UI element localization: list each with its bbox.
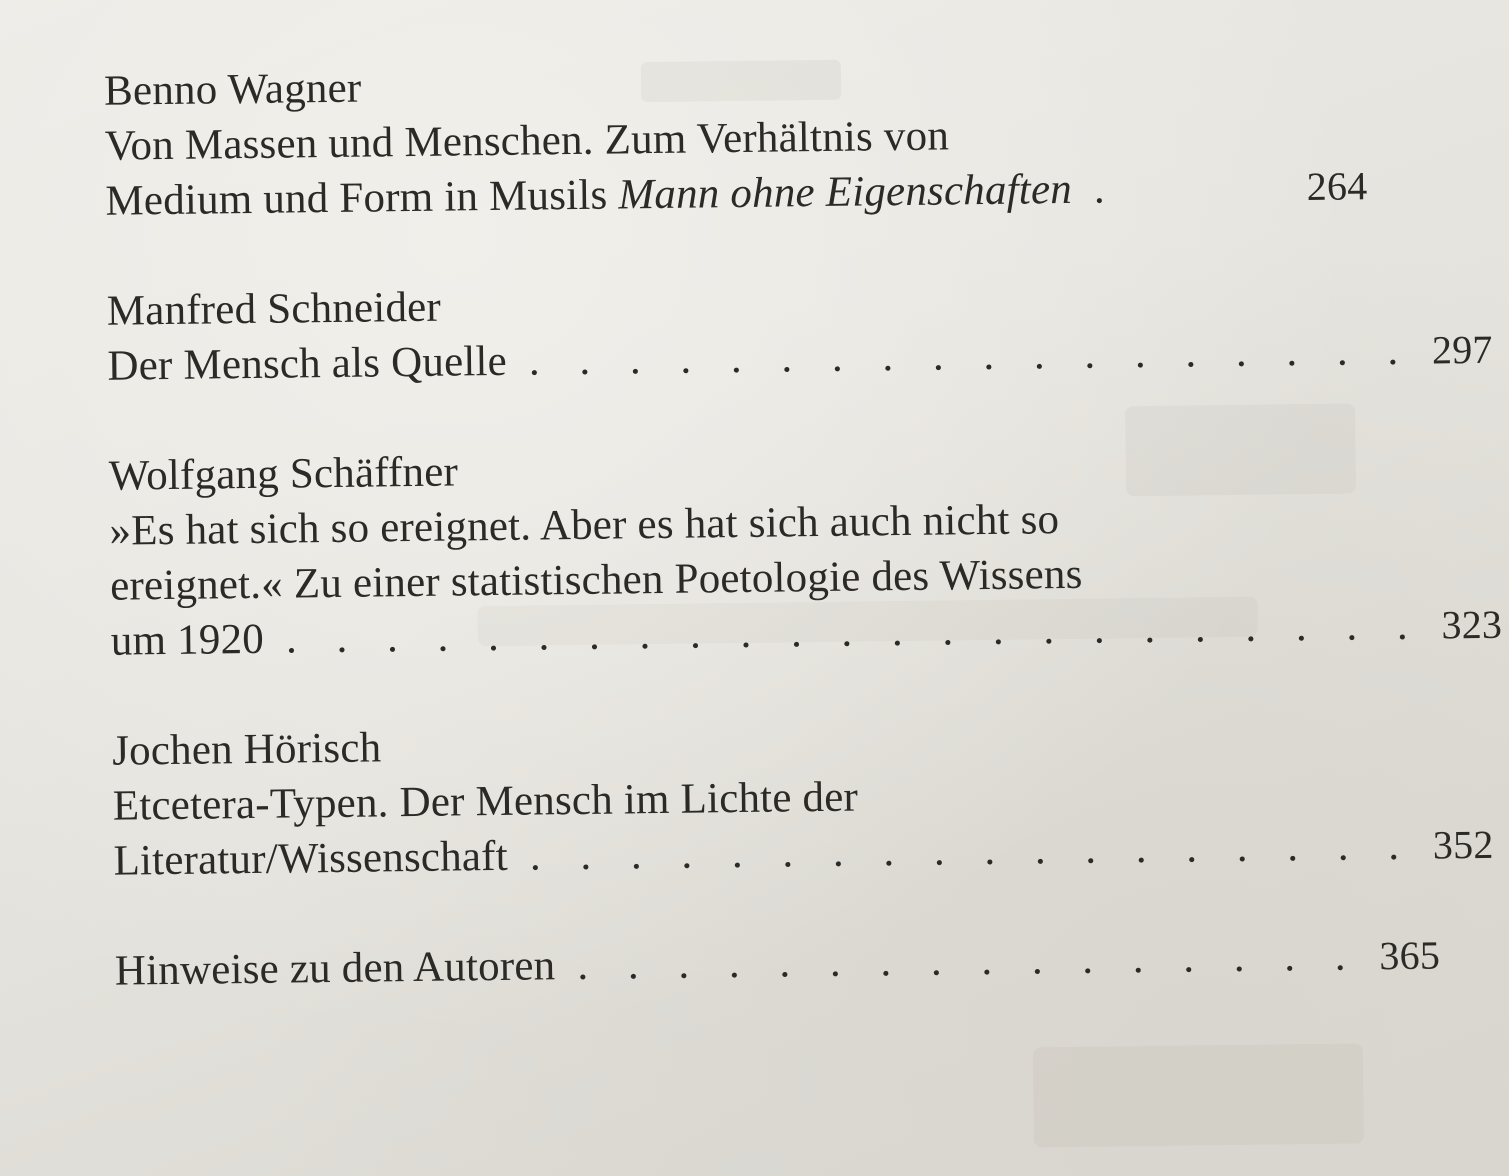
toc-entry <box>106 268 1493 393</box>
entry-title-line: Von Massen und Menschen. Zum Verhältnis von <box>104 112 950 170</box>
entry-last-line <box>114 928 1441 998</box>
entry-title-line: ereignet.« Zu einer statistischen Poetologie des Wissens <box>109 550 1083 610</box>
entry-title-text: Medium und Form in Musils <box>105 171 608 225</box>
show-through-shadow <box>1033 1043 1364 1147</box>
toc-entry <box>108 433 1503 668</box>
toc-entry <box>114 928 1441 998</box>
entry-title-line <box>105 162 1072 229</box>
toc-entry <box>111 708 1494 888</box>
entry-author: Jochen Hörisch <box>111 724 382 775</box>
dot-leader: . . . . . . . . . . . . . . . . . . <box>529 821 1414 880</box>
dot-leader: . <box>1093 165 1120 213</box>
entry-author: Wolfgang Schäffner <box>108 448 459 500</box>
entry-title-line: Etcetera-Typen. Der Mensch im Lichte der <box>112 773 859 830</box>
entry-title-line: »Es hat sich so ereignet. Aber es hat sich auch nicht so <box>109 496 1060 555</box>
page-number: 297 <box>1431 326 1493 373</box>
entry-title-text: Hinweise zu den Autoren <box>114 942 556 995</box>
page-number: 323 <box>1441 601 1503 648</box>
entry-author: Benno Wagner <box>103 64 362 115</box>
entry-title-text: Der Mensch als Quelle <box>107 337 508 390</box>
page-number: 352 <box>1432 821 1494 868</box>
page-number: 264 <box>1306 163 1368 210</box>
entry-title-text: Literatur/Wissenschaft <box>113 832 509 885</box>
dot-leader: . . . . . . . . . . . . . . . . <box>577 932 1361 990</box>
dot-leader: . . . . . . . . . . . . . . . . . . <box>528 326 1413 385</box>
entry-title-text: um 1920 <box>110 615 265 665</box>
toc-entry <box>104 48 1368 228</box>
entry-title-italic: Mann ohne Eigenschaften <box>618 165 1073 219</box>
page-number: 365 <box>1379 932 1441 979</box>
dot-leader: . . . . . . . . . . . . . . . . . . . . . . . <box>285 601 1423 663</box>
entry-author: Manfred Schneider <box>106 283 442 335</box>
